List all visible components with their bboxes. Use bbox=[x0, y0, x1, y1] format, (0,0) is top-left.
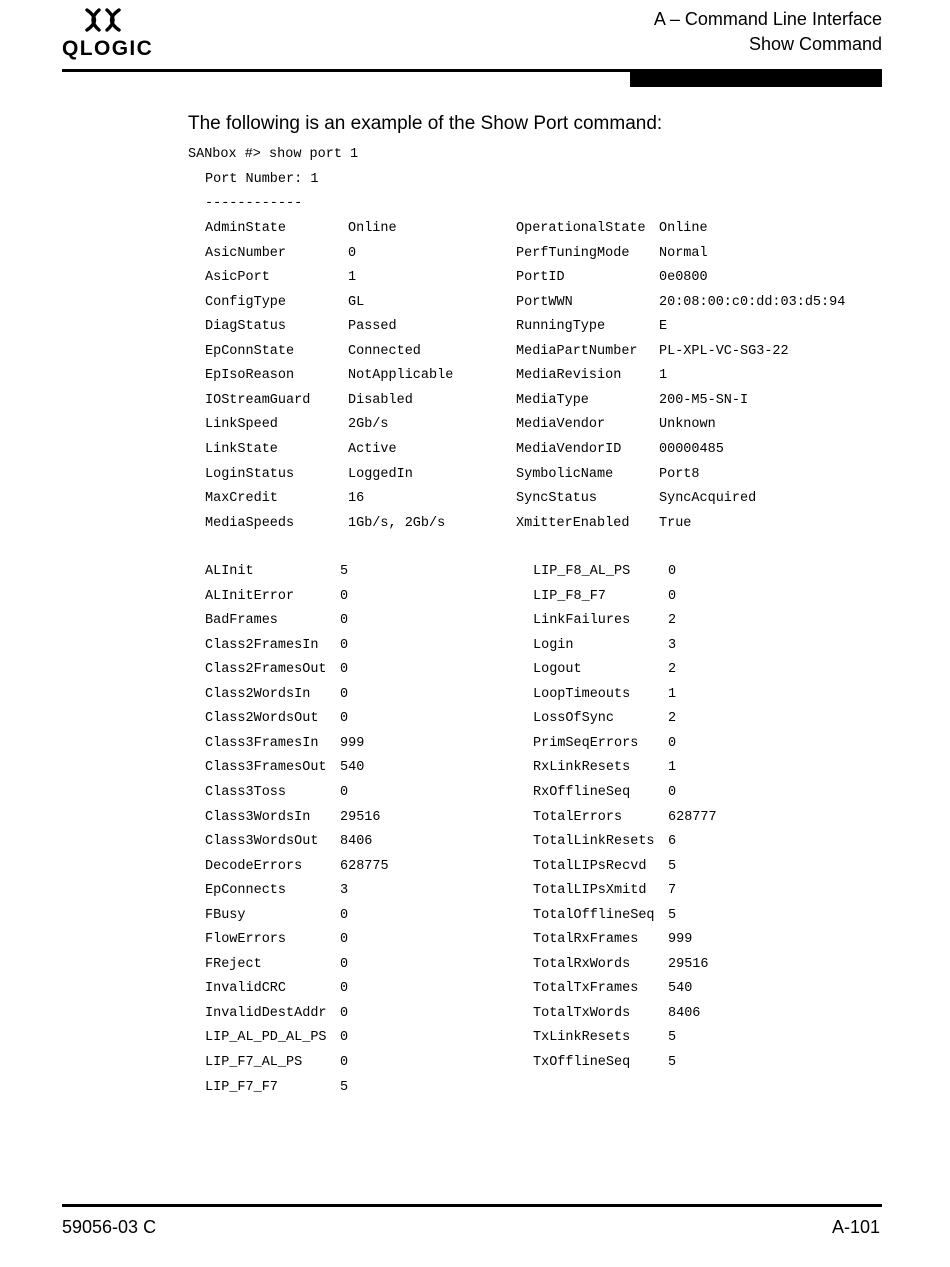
field-value: 200-M5-SN-I bbox=[659, 392, 749, 408]
field-value: 5 bbox=[668, 1055, 677, 1070]
field-value: 5 bbox=[340, 1079, 349, 1095]
logo-wordmark: QLOGIC bbox=[62, 37, 154, 60]
field-name: PortWWN bbox=[516, 294, 573, 310]
field-name: LIP_F7_F7 bbox=[205, 1079, 278, 1095]
field-name: FlowErrors bbox=[205, 932, 287, 948]
document-number: 59056-03 C bbox=[62, 1217, 157, 1237]
field-name: EpIsoReason bbox=[205, 368, 295, 384]
field-value: 3 bbox=[340, 883, 349, 899]
footer-rule bbox=[62, 1204, 882, 1207]
field-name: PrimSeqErrors bbox=[533, 735, 639, 751]
field-name: LIP_F8_AL_PS bbox=[533, 564, 631, 579]
field-name: Class2WordsOut bbox=[205, 711, 319, 727]
field-name: PortID bbox=[516, 270, 565, 286]
field-name: Class3WordsIn bbox=[205, 809, 311, 825]
field-value: 2 bbox=[668, 662, 677, 678]
field-value: 5 bbox=[668, 907, 677, 923]
field-name: PerfTuningMode bbox=[516, 245, 630, 261]
field-value: 0 bbox=[340, 662, 349, 678]
field-value: 0 bbox=[340, 1030, 349, 1046]
field-value: Connected bbox=[348, 343, 421, 359]
field-name: TotalRxFrames bbox=[533, 932, 639, 948]
field-name: EpConnState bbox=[205, 343, 295, 359]
field-value: 8406 bbox=[340, 834, 373, 850]
field-name: TotalErrors bbox=[533, 809, 623, 825]
field-value: SyncAcquired bbox=[659, 491, 757, 507]
field-value: Passed bbox=[348, 319, 397, 335]
port-number-line: Port Number: 1 bbox=[205, 172, 319, 187]
field-name: Class3WordsOut bbox=[205, 834, 319, 850]
separator-line: ------------ bbox=[205, 196, 303, 211]
field-name: AsicPort bbox=[205, 270, 270, 286]
field-value: 0 bbox=[340, 1005, 349, 1021]
field-name: TotalTxFrames bbox=[533, 981, 639, 997]
field-name: TotalTxWords bbox=[533, 1005, 631, 1021]
field-value: Port8 bbox=[659, 466, 700, 482]
field-value: 0e0800 bbox=[659, 270, 708, 286]
field-value: Online bbox=[348, 221, 397, 236]
field-name: MediaPartNumber bbox=[516, 343, 638, 359]
field-value: 3 bbox=[668, 637, 677, 653]
command-line: SANbox #> show port 1 bbox=[188, 147, 359, 162]
field-value: 2 bbox=[668, 613, 677, 629]
field-name: LIP_AL_PD_AL_PS bbox=[205, 1030, 327, 1046]
field-name: ConfigType bbox=[205, 294, 287, 310]
field-value: 7 bbox=[668, 883, 677, 899]
header-tab-bar bbox=[630, 69, 882, 87]
field-name: RxLinkResets bbox=[533, 760, 631, 776]
field-value: 5 bbox=[668, 858, 677, 874]
field-value: 0 bbox=[340, 711, 349, 727]
field-name: AdminState bbox=[205, 221, 287, 236]
field-name: TotalOfflineSeq bbox=[533, 907, 655, 923]
field-name: Logout bbox=[533, 662, 582, 678]
field-name: LIP_F7_AL_PS bbox=[205, 1055, 303, 1070]
field-name: BadFrames bbox=[205, 613, 278, 629]
field-value: 29516 bbox=[340, 809, 381, 825]
field-name: MediaSpeeds bbox=[205, 515, 295, 531]
field-value: 0 bbox=[668, 588, 677, 604]
field-name: EpConnects bbox=[205, 883, 287, 899]
field-value: 0 bbox=[340, 981, 349, 997]
field-value: Normal bbox=[659, 245, 708, 261]
field-value: 628777 bbox=[668, 809, 717, 825]
field-value: 0 bbox=[340, 932, 349, 948]
field-name: InvalidDestAddr bbox=[205, 1005, 327, 1021]
section-title: Show Command bbox=[748, 34, 882, 54]
field-value: 0 bbox=[340, 613, 349, 629]
field-name: LoopTimeouts bbox=[533, 686, 631, 702]
field-value: PL-XPL-VC-SG3-22 bbox=[659, 343, 789, 359]
field-value: 1 bbox=[348, 270, 357, 286]
field-value: E bbox=[659, 319, 668, 335]
field-value: 29516 bbox=[668, 956, 709, 972]
field-name: Class3FramesOut bbox=[205, 760, 327, 776]
field-name: LinkSpeed bbox=[205, 417, 278, 433]
field-name: TxOfflineSeq bbox=[533, 1055, 631, 1070]
field-value: NotApplicable bbox=[348, 368, 454, 384]
field-name: MediaVendorID bbox=[516, 441, 622, 457]
field-value: 16 bbox=[348, 491, 365, 507]
field-name: InvalidCRC bbox=[205, 981, 287, 997]
field-value: 5 bbox=[668, 1030, 677, 1046]
field-value: Unknown bbox=[659, 417, 716, 433]
field-name: OperationalState bbox=[516, 221, 646, 236]
field-value: 0 bbox=[348, 245, 357, 261]
field-value: 0 bbox=[668, 784, 677, 800]
field-name: AsicNumber bbox=[205, 245, 287, 261]
field-name: Class2FramesOut bbox=[205, 662, 327, 678]
field-name: LinkFailures bbox=[533, 613, 631, 629]
field-value: 1 bbox=[659, 368, 668, 384]
qlogic-logo bbox=[62, 7, 152, 61]
field-name: Class3FramesIn bbox=[205, 735, 319, 751]
field-name: ALInit bbox=[205, 564, 254, 579]
field-value: 20:08:00:c0:dd:03:d5:94 bbox=[659, 294, 846, 310]
field-name: RxOfflineSeq bbox=[533, 784, 631, 800]
field-name: TxLinkResets bbox=[533, 1030, 631, 1046]
field-name: SymbolicName bbox=[516, 466, 614, 482]
field-value: 0 bbox=[668, 735, 677, 751]
field-value: 5 bbox=[340, 564, 349, 579]
field-name: DiagStatus bbox=[205, 319, 287, 335]
field-name: DecodeErrors bbox=[205, 858, 303, 874]
field-value: 0 bbox=[340, 907, 349, 923]
field-name: XmitterEnabled bbox=[516, 515, 630, 531]
field-name: LoginStatus bbox=[205, 466, 295, 482]
qlogic-logo-icon bbox=[83, 7, 123, 33]
field-value: LoggedIn bbox=[348, 466, 413, 482]
field-value: 0 bbox=[668, 564, 677, 579]
field-value: True bbox=[659, 515, 692, 531]
field-name: IOStreamGuard bbox=[205, 392, 311, 408]
field-name: TotalLIPsXmitd bbox=[533, 883, 647, 899]
chapter-title: A – Command Line Interface bbox=[653, 9, 882, 29]
field-value: 1 bbox=[668, 760, 677, 776]
field-name: MediaRevision bbox=[516, 368, 622, 384]
field-name: LossOfSync bbox=[533, 711, 615, 727]
field-name: LinkState bbox=[205, 441, 278, 457]
field-value: 0 bbox=[340, 637, 349, 653]
field-name: Class2WordsIn bbox=[205, 686, 311, 702]
field-value: 1Gb/s, 2Gb/s bbox=[348, 515, 446, 531]
field-name: LIP_F8_F7 bbox=[533, 588, 606, 604]
field-value: 6 bbox=[668, 834, 677, 850]
field-value: GL bbox=[348, 294, 365, 310]
field-value: 628775 bbox=[340, 858, 389, 874]
field-value: Disabled bbox=[348, 392, 413, 408]
field-name: Class3Toss bbox=[205, 784, 287, 800]
intro-text: The following is an example of the Show Port command: bbox=[188, 113, 663, 134]
field-value: Active bbox=[348, 441, 397, 457]
field-value: 2Gb/s bbox=[348, 417, 389, 433]
field-name: FBusy bbox=[205, 907, 246, 923]
field-value: Online bbox=[659, 221, 708, 236]
field-value: 540 bbox=[340, 760, 365, 776]
field-name: MediaVendor bbox=[516, 417, 606, 433]
field-value: 1 bbox=[668, 686, 677, 702]
field-name: Login bbox=[533, 637, 574, 653]
field-value: 999 bbox=[668, 932, 693, 948]
field-value: 0 bbox=[340, 956, 349, 972]
field-value: 0 bbox=[340, 686, 349, 702]
field-value: 0 bbox=[340, 1055, 349, 1070]
field-value: 999 bbox=[340, 735, 365, 751]
page-number: A-101 bbox=[831, 1217, 880, 1237]
field-value: 0 bbox=[340, 784, 349, 800]
field-name: TotalRxWords bbox=[533, 956, 631, 972]
field-value: 0 bbox=[340, 588, 349, 604]
field-value: 8406 bbox=[668, 1005, 701, 1021]
field-name: TotalLinkResets bbox=[533, 834, 655, 850]
field-value: 2 bbox=[668, 711, 677, 727]
field-name: RunningType bbox=[516, 319, 606, 335]
field-name: MaxCredit bbox=[205, 491, 278, 507]
field-value: 00000485 bbox=[659, 441, 724, 457]
field-name: Class2FramesIn bbox=[205, 637, 319, 653]
field-name: TotalLIPsRecvd bbox=[533, 858, 647, 874]
field-name: ALInitError bbox=[205, 588, 295, 604]
field-value: 540 bbox=[668, 981, 693, 997]
field-name: MediaType bbox=[516, 392, 589, 408]
field-name: FReject bbox=[205, 956, 262, 972]
field-name: SyncStatus bbox=[516, 491, 598, 507]
